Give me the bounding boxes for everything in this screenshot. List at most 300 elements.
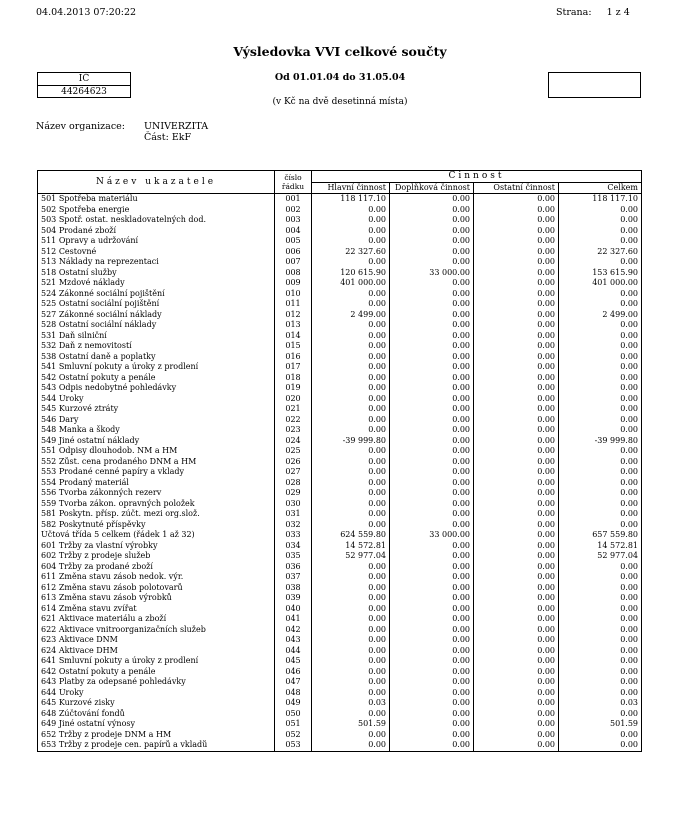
row-supplementary: 0.00 [390,352,474,363]
table-row [38,194,642,205]
row-supplementary: 0.00 [390,257,474,268]
row-total: 0.00 [559,730,642,741]
row-main: 0.00 [312,478,390,489]
row-code: 003 [275,215,312,226]
row-code: 037 [275,572,312,583]
row-supplementary: 0.00 [390,446,474,457]
row-code: 036 [275,562,312,573]
row-name: 602 Tržby z prodeje služeb [38,551,275,562]
row-name: 551 Odpisy dlouhodob. NM a HM [38,446,275,457]
row-name: 527 Zákonné sociální náklady [38,310,275,321]
row-main: 0.00 [312,677,390,688]
row-name: 624 Aktivace DHM [38,646,275,657]
empty-stamp-box [548,72,641,98]
row-code: 021 [275,404,312,415]
row-code: 012 [275,310,312,321]
row-code: 034 [275,541,312,552]
row-code: 017 [275,362,312,373]
row-code: 041 [275,614,312,625]
row-total: 0.00 [559,604,642,615]
row-main: 0.00 [312,614,390,625]
table-row [38,667,642,678]
row-total: 0.00 [559,257,642,268]
row-total: 52 977.04 [559,551,642,562]
row-main: 0.00 [312,520,390,531]
table-row [38,488,642,499]
row-total: 0.00 [559,509,642,520]
row-total: 14 572.81 [559,541,642,552]
row-supplementary: 0.00 [390,562,474,573]
row-code: 008 [275,268,312,279]
table-row [38,257,642,268]
row-supplementary: 0.00 [390,551,474,562]
table-row [38,467,642,478]
table-row [38,583,642,594]
row-supplementary: 0.00 [390,289,474,300]
row-code: 019 [275,383,312,394]
row-main: 0.00 [312,593,390,604]
row-name: 648 Zúčtování fondů [38,709,275,720]
row-name: 531 Daň silniční [38,331,275,342]
table-row [38,719,642,730]
row-supplementary: 0.00 [390,646,474,657]
row-code: 032 [275,520,312,531]
row-main: 0.00 [312,394,390,405]
row-total: 501.59 [559,719,642,730]
row-total: 0.00 [559,289,642,300]
row-total: 0.00 [559,488,642,499]
row-name: 545 Kurzové ztráty [38,404,275,415]
row-supplementary: 0.00 [390,215,474,226]
row-supplementary: 0.00 [390,730,474,741]
row-name: 513 Náklady na reprezentaci [38,257,275,268]
row-name: 554 Prodaný materiál [38,478,275,489]
table-row [38,446,642,457]
row-other: 0.00 [474,709,559,720]
row-supplementary: 0.00 [390,331,474,342]
row-other: 0.00 [474,572,559,583]
column-header-main: Hlavní činnost [312,182,390,194]
table-row [38,572,642,583]
table-row [38,289,642,300]
table-row [38,352,642,363]
table-row [38,635,642,646]
table-row [38,709,642,720]
row-supplementary: 0.00 [390,688,474,699]
row-name: 643 Platby za odepsané pohledávky [38,677,275,688]
row-supplementary: 0.00 [390,667,474,678]
row-name: 653 Tržby z prodeje cen. papírů a vkladů [38,740,275,751]
row-total: 0.00 [559,677,642,688]
row-other: 0.00 [474,604,559,615]
row-supplementary: 0.00 [390,625,474,636]
table-row [38,656,642,667]
row-main: 0.00 [312,404,390,415]
table-row [38,226,642,237]
table-row [38,331,642,342]
table-row [38,215,642,226]
report-title: Výsledovka VVI celkové součty [233,44,447,59]
row-code: 047 [275,677,312,688]
row-other: 0.00 [474,436,559,447]
row-supplementary: 0.00 [390,320,474,331]
row-main: 0.00 [312,562,390,573]
row-supplementary: 0.00 [390,520,474,531]
row-total: 0.00 [559,478,642,489]
row-main: 0.00 [312,572,390,583]
table-row [38,320,642,331]
row-total: 0.00 [559,383,642,394]
row-supplementary: 0.00 [390,467,474,478]
row-name: 544 Úroky [38,394,275,405]
row-supplementary: 0.00 [390,404,474,415]
row-other: 0.00 [474,236,559,247]
row-other: 0.00 [474,415,559,426]
row-other: 0.00 [474,625,559,636]
row-main: 0.00 [312,446,390,457]
row-main: 0.03 [312,698,390,709]
row-total: 0.00 [559,709,642,720]
row-name: 642 Ostatní pokuty a penále [38,667,275,678]
table-row [38,677,642,688]
row-total: 0.00 [559,205,642,216]
row-supplementary: 0.00 [390,457,474,468]
row-supplementary: 0.00 [390,677,474,688]
row-main: 0.00 [312,383,390,394]
row-code: 002 [275,205,312,216]
row-total: 0.03 [559,698,642,709]
row-code: 005 [275,236,312,247]
row-supplementary: 33 000.00 [390,530,474,541]
row-name: 502 Spotřeba energie [38,205,275,216]
row-code: 033 [275,530,312,541]
row-other: 0.00 [474,740,559,751]
row-other: 0.00 [474,520,559,531]
row-name: 644 Úroky [38,688,275,699]
row-code: 053 [275,740,312,751]
row-other: 0.00 [474,730,559,741]
table-row [38,415,642,426]
row-main: 14 572.81 [312,541,390,552]
row-name: 581 Poskytn. přísp. zúčt. mezi org.slož. [38,509,275,520]
table-row [38,394,642,405]
row-name: 525 Ostatní sociální pojištění [38,299,275,310]
table-row [38,373,642,384]
row-total: 0.00 [559,215,642,226]
row-other: 0.00 [474,352,559,363]
row-total: 0.00 [559,415,642,426]
row-total: 2 499.00 [559,310,642,321]
row-name: 611 Změna stavu zásob nedok. výr. [38,572,275,583]
row-other: 0.00 [474,289,559,300]
row-main: 0.00 [312,604,390,615]
table-row [38,646,642,657]
row-main: 0.00 [312,341,390,352]
row-main: 0.00 [312,583,390,594]
row-other: 0.00 [474,530,559,541]
page-number: Strana: 1 z 4 [556,7,630,18]
row-other: 0.00 [474,677,559,688]
row-main: 0.00 [312,646,390,657]
ico-value: 44264623 [61,87,107,97]
row-main: 0.00 [312,457,390,468]
row-name: 652 Tržby z prodeje DNM a HM [38,730,275,741]
row-total: 0.00 [559,635,642,646]
table-row [38,457,642,468]
row-supplementary: 0.00 [390,394,474,405]
row-main: 401 000.00 [312,278,390,289]
row-supplementary: 0.00 [390,656,474,667]
row-main: 0.00 [312,467,390,478]
row-total: 0.00 [559,583,642,594]
row-total: 0.00 [559,614,642,625]
row-code: 001 [275,194,312,205]
row-code: 026 [275,457,312,468]
row-other: 0.00 [474,488,559,499]
table-row [38,688,642,699]
row-code: 046 [275,667,312,678]
row-name: 549 Jiné ostatní náklady [38,436,275,447]
print-timestamp: 04.04.2013 07:20:22 [36,7,137,18]
row-main: 120 615.90 [312,268,390,279]
row-supplementary: 0.00 [390,247,474,258]
row-other: 0.00 [474,310,559,321]
row-main: 0.00 [312,688,390,699]
table-row [38,383,642,394]
row-other: 0.00 [474,541,559,552]
row-name: 521 Mzdové náklady [38,278,275,289]
table-row [38,499,642,510]
row-supplementary: 0.00 [390,278,474,289]
column-header-total: Celkem [559,182,642,194]
row-supplementary: 0.00 [390,698,474,709]
row-supplementary: 0.00 [390,226,474,237]
row-main: 0.00 [312,656,390,667]
table-row [38,530,642,541]
row-other: 0.00 [474,688,559,699]
row-main: 0.00 [312,205,390,216]
row-code: 007 [275,257,312,268]
row-other: 0.00 [474,457,559,468]
row-other: 0.00 [474,467,559,478]
row-code: 052 [275,730,312,741]
row-name: 582 Poskytnuté příspěvky [38,520,275,531]
row-supplementary: 0.00 [390,299,474,310]
row-total: 0.00 [559,299,642,310]
row-total: 0.00 [559,457,642,468]
row-name: 543 Odpis nedobytné pohledávky [38,383,275,394]
row-code: 018 [275,373,312,384]
currency-note: (v Kč na dvě desetinná místa) [272,97,408,107]
row-name: 622 Aktivace vnitroorganizačních služeb [38,625,275,636]
row-total: 0.00 [559,499,642,510]
row-total: 0.00 [559,667,642,678]
row-main: 0.00 [312,226,390,237]
row-other: 0.00 [474,215,559,226]
row-total: 401 000.00 [559,278,642,289]
table-row [38,509,642,520]
row-name: 649 Jiné ostatní výnosy [38,719,275,730]
row-supplementary: 0.00 [390,509,474,520]
row-other: 0.00 [474,373,559,384]
row-main: 0.00 [312,415,390,426]
row-total: 0.00 [559,625,642,636]
row-other: 0.00 [474,656,559,667]
row-supplementary: 0.00 [390,583,474,594]
table-row [38,730,642,741]
table-row [38,520,642,531]
row-supplementary: 0.00 [390,341,474,352]
row-main: 0.00 [312,625,390,636]
table-row [38,614,642,625]
row-main: 118 117.10 [312,194,390,205]
row-total: 0.00 [559,425,642,436]
row-code: 049 [275,698,312,709]
row-supplementary: 0.00 [390,499,474,510]
row-name: 504 Prodané zboží [38,226,275,237]
row-total: 0.00 [559,646,642,657]
row-total: 0.00 [559,656,642,667]
row-main: 0.00 [312,730,390,741]
table-row [38,299,642,310]
row-supplementary: 0.00 [390,205,474,216]
row-main: 22 327.60 [312,247,390,258]
row-name: 511 Opravy a udržování [38,236,275,247]
table-row [38,698,642,709]
row-supplementary: 0.00 [390,709,474,720]
row-supplementary: 33 000.00 [390,268,474,279]
table-row [38,436,642,447]
row-supplementary: 0.00 [390,593,474,604]
row-total: 0.00 [559,236,642,247]
row-other: 0.00 [474,320,559,331]
row-supplementary: 0.00 [390,425,474,436]
row-other: 0.00 [474,446,559,457]
row-code: 020 [275,394,312,405]
table-row [38,541,642,552]
column-header-supplementary: Doplňková činnost [390,182,474,194]
row-code: 025 [275,446,312,457]
row-main: 0.00 [312,509,390,520]
row-main: 0.00 [312,352,390,363]
row-main: 0.00 [312,373,390,384]
row-other: 0.00 [474,383,559,394]
row-code: 023 [275,425,312,436]
row-code: 006 [275,247,312,258]
row-supplementary: 0.00 [390,194,474,205]
row-main: 0.00 [312,215,390,226]
table-row [38,341,642,352]
row-code: 027 [275,467,312,478]
row-main: 0.00 [312,331,390,342]
row-name: 604 Tržby za prodané zboží [38,562,275,573]
row-supplementary: 0.00 [390,740,474,751]
row-name: 552 Zůst. cena prodaného DNM a HM [38,457,275,468]
row-code: 039 [275,593,312,604]
row-other: 0.00 [474,194,559,205]
row-other: 0.00 [474,646,559,657]
row-total: 0.00 [559,593,642,604]
row-supplementary: 0.00 [390,488,474,499]
row-main: 0.00 [312,635,390,646]
table-row [38,625,642,636]
table-row [38,478,642,489]
row-main: 2 499.00 [312,310,390,321]
row-total: 657 559.80 [559,530,642,541]
row-name: 613 Změna stavu zásob výrobků [38,593,275,604]
row-other: 0.00 [474,614,559,625]
row-other: 0.00 [474,719,559,730]
table-row [38,604,642,615]
row-total: 0.00 [559,740,642,751]
row-main: 52 977.04 [312,551,390,562]
row-other: 0.00 [474,226,559,237]
row-supplementary: 0.00 [390,572,474,583]
row-supplementary: 0.00 [390,719,474,730]
row-supplementary: 0.00 [390,541,474,552]
row-supplementary: 0.00 [390,310,474,321]
row-name: 501 Spotřeba materiálu [38,194,275,205]
table-row [38,562,642,573]
row-main: 0.00 [312,740,390,751]
row-code: 050 [275,709,312,720]
column-header-line-number-1: číslo [284,173,302,182]
row-name: 645 Kurzové zisky [38,698,275,709]
row-main: 0.00 [312,236,390,247]
row-other: 0.00 [474,635,559,646]
row-total: -39 999.80 [559,436,642,447]
row-total: 0.00 [559,362,642,373]
row-other: 0.00 [474,331,559,342]
column-header-line-number [275,171,312,194]
organization-part: Část: EkF [144,132,192,143]
row-code: 013 [275,320,312,331]
row-code: 009 [275,278,312,289]
row-code: 011 [275,299,312,310]
row-supplementary: 0.00 [390,478,474,489]
row-total: 22 327.60 [559,247,642,258]
row-total: 118 117.10 [559,194,642,205]
row-total: 0.00 [559,404,642,415]
row-other: 0.00 [474,404,559,415]
column-header-name: Název ukazatele [38,171,275,194]
row-code: 004 [275,226,312,237]
organization-label: Název organizace: [36,121,125,132]
row-main: 0.00 [312,320,390,331]
row-main: -39 999.80 [312,436,390,447]
ico-label: IČ [38,73,130,86]
row-other: 0.00 [474,593,559,604]
organization-name: UNIVERZITA [144,121,209,132]
row-other: 0.00 [474,341,559,352]
row-code: 038 [275,583,312,594]
row-name: 532 Daň z nemovitostí [38,341,275,352]
table-row [38,247,642,258]
row-name: 641 Smluvní pokuty a úroky z prodlení [38,656,275,667]
row-name: 528 Ostatní sociální náklady [38,320,275,331]
row-main: 0.00 [312,488,390,499]
row-name: 541 Smluvní pokuty a úroky z prodlení [38,362,275,373]
row-other: 0.00 [474,562,559,573]
row-other: 0.00 [474,698,559,709]
row-other: 0.00 [474,247,559,258]
row-other: 0.00 [474,362,559,373]
column-header-other: Ostatní činnost [474,182,559,194]
column-header-line-number-2: řádku [281,182,305,191]
table-row [38,236,642,247]
row-code: 044 [275,646,312,657]
table-row [38,362,642,373]
